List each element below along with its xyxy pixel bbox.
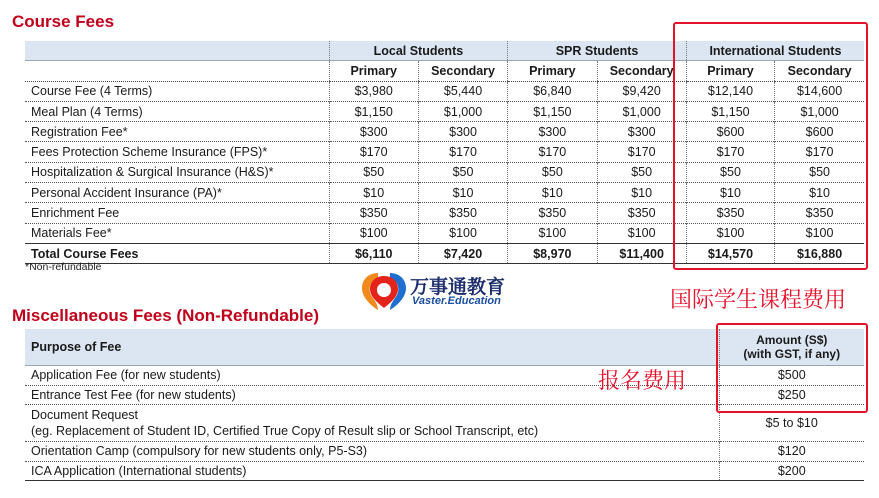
fee-value: $1,000 (418, 101, 507, 121)
fee-value: $350 (418, 203, 507, 223)
fee-value: $170 (329, 142, 418, 162)
misc-purpose: Orientation Camp (compulsory for new students only, P5-S3) (25, 442, 719, 462)
fee-value: $1,150 (329, 101, 418, 121)
fee-value: $1,000 (775, 101, 864, 121)
misc-purpose: Entrance Test Fee (for new students) (25, 385, 719, 405)
fee-value: $1,150 (508, 101, 597, 121)
fee-value: $350 (775, 203, 864, 223)
fee-value: $600 (686, 122, 774, 142)
fee-value: $16,880 (775, 243, 864, 263)
fee-label: Meal Plan (4 Terms) (25, 101, 329, 121)
fee-value: $170 (686, 142, 774, 162)
fee-value: $600 (775, 122, 864, 142)
fee-value: $3,980 (329, 81, 418, 101)
fee-value: $6,840 (508, 81, 597, 101)
group-spr-students: SPR Students (508, 41, 687, 61)
level-header: Primary (508, 61, 597, 81)
misc-purpose: ICA Application (International students) (25, 461, 719, 481)
course-fees-title: Course Fees (12, 12, 115, 31)
fee-value: $9,420 (597, 81, 686, 101)
fee-value: $170 (418, 142, 507, 162)
fee-value: $12,140 (686, 81, 774, 101)
fee-label: Enrichment Fee (25, 203, 329, 223)
misc-fees-title: Miscellaneous Fees (Non-Refundable) (12, 306, 319, 325)
fee-value: $100 (418, 223, 507, 243)
fee-value: $50 (508, 162, 597, 182)
blank-header-cell (25, 41, 329, 61)
fee-value: $10 (597, 183, 686, 203)
fee-value: $5,440 (418, 81, 507, 101)
fee-label: Registration Fee* (25, 122, 329, 142)
group-local-students: Local Students (329, 41, 508, 61)
level-header: Secondary (418, 61, 507, 81)
fee-label: Personal Accident Insurance (PA)* (25, 183, 329, 203)
fee-value: $350 (508, 203, 597, 223)
fee-value: $350 (597, 203, 686, 223)
misc-amount: $120 (719, 442, 864, 462)
amount-header-line1: Amount (S$) (756, 333, 828, 347)
fee-value: $10 (686, 183, 774, 203)
fee-value: $100 (775, 223, 864, 243)
misc-amount: $200 (719, 461, 864, 481)
fee-value: $50 (597, 162, 686, 182)
fee-value: $170 (508, 142, 597, 162)
level-header: Primary (329, 61, 418, 81)
fee-value: $50 (418, 162, 507, 182)
fee-value: $100 (686, 223, 774, 243)
logo-mark-icon (360, 270, 408, 312)
fee-label: Course Fee (4 Terms) (31, 84, 153, 99)
fee-value: $8,970 (508, 243, 597, 263)
fee-value: $300 (508, 122, 597, 142)
company-logo (360, 270, 530, 312)
misc-purpose (25, 405, 719, 442)
fee-value: $1,000 (597, 101, 686, 121)
fee-value: $300 (597, 122, 686, 142)
fee-value: $11,400 (597, 243, 686, 263)
misc-fee-row (25, 442, 864, 462)
fee-value: $170 (597, 142, 686, 162)
fee-value: $10 (329, 183, 418, 203)
misc-amount: $250 (719, 385, 864, 405)
level-header: Primary (686, 61, 774, 81)
fee-value: $300 (329, 122, 418, 142)
international-fees-annotation: 国际学生课程费用 (670, 288, 847, 313)
fee-value: $50 (686, 162, 774, 182)
fee-value: $1,150 (686, 101, 774, 121)
fee-value: $300 (418, 122, 507, 142)
misc-purpose-line2: (eg. Replacement of Student ID, Certified True Copy of Result slip or School Transcript, etc) (31, 424, 539, 438)
group-international-students: International Students (686, 41, 864, 61)
misc-amount: $5 to $10 (719, 405, 864, 442)
fee-value: $10 (775, 183, 864, 203)
purpose-header: Purpose of Fee (25, 329, 719, 366)
footnote: *Non-refundable (25, 261, 102, 273)
fee-value: $6,110 (329, 243, 418, 263)
fee-value: $50 (775, 162, 864, 182)
misc-purpose: Application Fee (for new students) (31, 368, 221, 383)
fee-value: $100 (508, 223, 597, 243)
fee-value: $100 (597, 223, 686, 243)
fee-value: $14,570 (686, 243, 774, 263)
registration-fees-annotation: 报名费用 (598, 369, 687, 394)
fee-value: $14,600 (775, 81, 864, 101)
fee-label: Hospitalization & Surgical Insurance (H&S)* (25, 162, 329, 182)
fee-label: Materials Fee* (25, 223, 329, 243)
amount-header-line2: (with GST, if any) (743, 347, 841, 361)
misc-amount: $500 (719, 366, 864, 386)
level-header: Secondary (597, 61, 686, 81)
fee-value: $100 (329, 223, 418, 243)
logo-chinese-text: 万事通教育 (410, 276, 506, 298)
amount-highlight-box (716, 323, 868, 413)
fee-value: $50 (329, 162, 418, 182)
level-header: Secondary (775, 61, 864, 81)
fee-label: Fees Protection Scheme Insurance (FPS)* (25, 142, 329, 162)
fee-value: $170 (775, 142, 864, 162)
international-highlight-box (673, 22, 868, 270)
fee-label: Total Course Fees (25, 243, 329, 263)
logo-english-text: Vaster.Education (412, 295, 501, 307)
fee-value: $7,420 (418, 243, 507, 263)
blank-header-cell (25, 61, 329, 81)
fee-value: $350 (329, 203, 418, 223)
misc-fee-row (25, 461, 864, 481)
fee-value: $350 (686, 203, 774, 223)
fee-value: $10 (418, 183, 507, 203)
fee-value: $10 (508, 183, 597, 203)
misc-purpose-line1: Document Request (31, 408, 139, 422)
